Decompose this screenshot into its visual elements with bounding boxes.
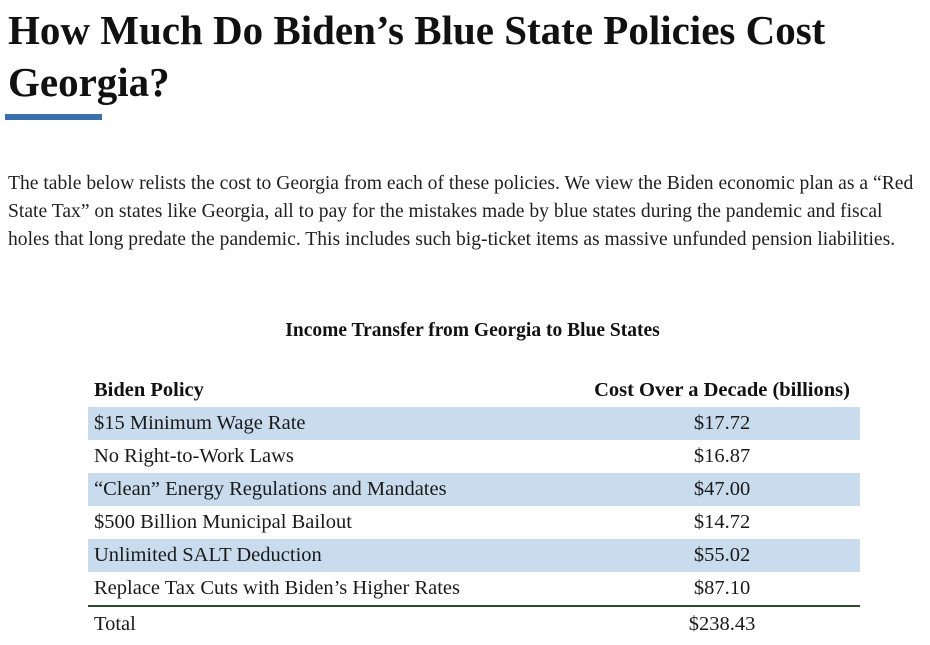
cost-cell: $16.87 (693, 445, 751, 467)
cost-cell: $47.00 (528, 473, 860, 506)
table-row (88, 506, 860, 539)
policy-cell: Replace Tax Cuts with Biden’s Higher Rates (94, 577, 460, 599)
cost-table (88, 373, 860, 641)
cost-cell: $87.10 (693, 577, 751, 599)
cost-cell: $17.72 (528, 407, 860, 440)
policy-cell: Unlimited SALT Deduction (88, 539, 528, 572)
policy-cell: $500 Billion Municipal Bailout (94, 511, 352, 533)
table-title: Income Transfer from Georgia to Blue States (285, 320, 660, 341)
table-row (88, 440, 860, 473)
policy-cell: $15 Minimum Wage Rate (88, 407, 528, 440)
column-header-cost: Cost Over a Decade (billions) (594, 378, 850, 401)
table-row (88, 539, 860, 572)
column-header-policy: Biden Policy (94, 378, 204, 401)
total-label: Total (88, 606, 528, 641)
table-row (88, 572, 860, 606)
policy-cell: “Clean” Energy Regulations and Mandates (88, 473, 528, 506)
cost-cell: $14.72 (693, 511, 751, 533)
total-cost: $238.43 (528, 606, 860, 641)
article-title: How Much Do Biden’s Blue State Policies Cost Georgia? (8, 7, 826, 105)
total-row (88, 606, 860, 641)
table-row (88, 407, 860, 440)
policy-cell: No Right-to-Work Laws (94, 445, 294, 467)
table-header-row (88, 373, 860, 407)
table-row (88, 473, 860, 506)
title-underline (5, 114, 102, 120)
cost-cell: $55.02 (528, 539, 860, 572)
intro-paragraph: The table below relists the cost to Georgia from each of these policies. We view the Biden economic plan as a “Red State Tax” on states like Georgia, all to pay for the mistakes made by blue states during the pandemic and fiscal holes that long predate the pandemic. This includes such big-ticket items as massive unfunded pension liabilities. (8, 173, 914, 250)
